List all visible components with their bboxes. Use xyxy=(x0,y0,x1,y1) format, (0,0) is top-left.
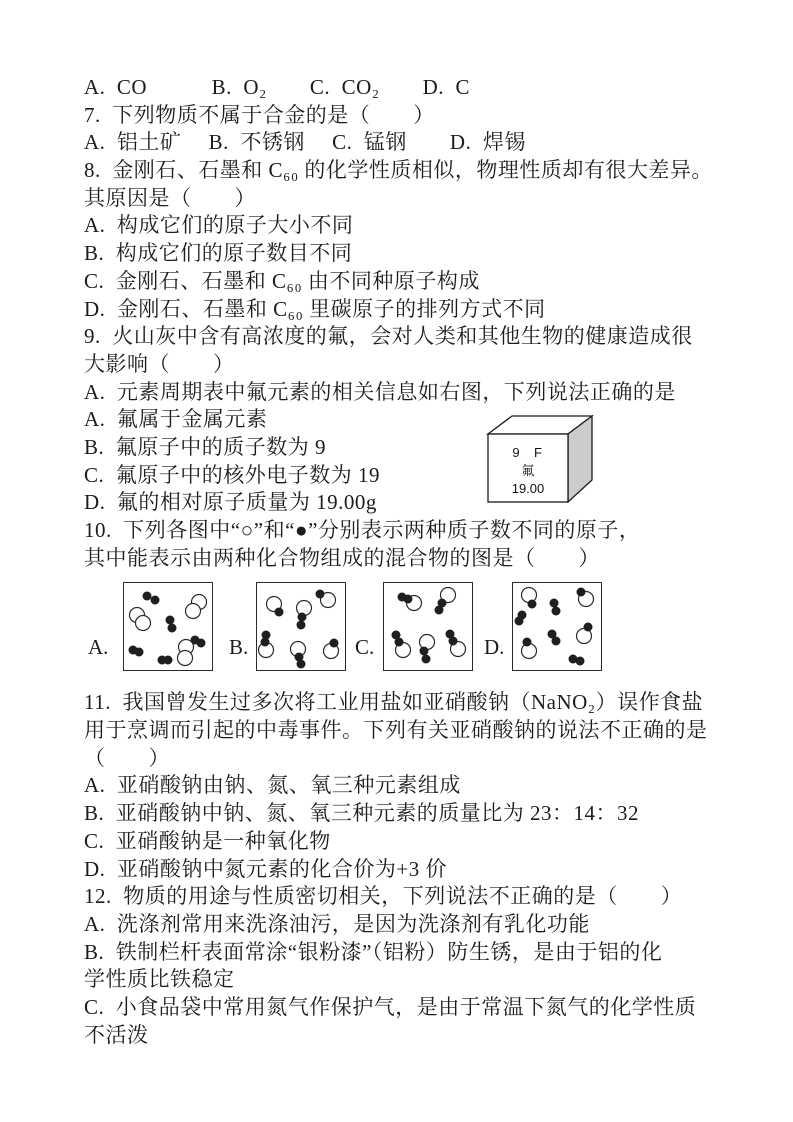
molecule-options-row xyxy=(84,582,744,672)
doc-line: D. 氟的相对原子质量为 19.00g xyxy=(84,490,377,515)
black-atom xyxy=(164,656,173,665)
black-atom xyxy=(316,590,325,599)
doc-line: B. 氟原子中的质子数为 9 xyxy=(84,434,327,459)
black-atom xyxy=(552,607,561,616)
doc-line-question-8: 8. 金刚石、石墨和 C₆₀ 的化学性质相似，物理性质却有很大差异。 xyxy=(84,158,713,183)
black-atom xyxy=(297,660,306,669)
black-atom xyxy=(395,638,404,647)
black-atom xyxy=(420,647,429,656)
doc-line: A. 构成它们的原子大小不同 xyxy=(84,213,354,238)
black-atom xyxy=(330,639,339,648)
doc-line: 不活泼 xyxy=(84,1022,149,1047)
black-atom xyxy=(449,637,458,646)
white-atom xyxy=(178,651,193,666)
molecule-box-d xyxy=(512,582,602,671)
black-atom xyxy=(197,639,206,648)
black-atom xyxy=(523,638,532,647)
black-atom xyxy=(435,606,444,615)
black-atom xyxy=(168,624,177,633)
doc-line: 学性质比铁稳定 xyxy=(84,967,235,992)
doc-line-question-12: 12. 物质的用途与性质密切相关，下列说法不正确的是（ ） xyxy=(84,884,683,909)
doc-line: （ ） xyxy=(84,745,170,770)
black-atom xyxy=(297,621,306,630)
black-atom xyxy=(261,638,270,647)
black-atom xyxy=(151,596,160,605)
black-atom xyxy=(576,657,585,666)
black-atom xyxy=(552,637,561,646)
black-atom xyxy=(275,608,284,617)
doc-line: D. 金刚石、石墨和 C₆₀ 里碳原子的排列方式不同 xyxy=(84,296,546,321)
black-atom xyxy=(528,600,537,609)
black-atom xyxy=(166,616,175,625)
doc-line: C. 氟原子中的核外电子数为 19 xyxy=(84,462,381,487)
doc-line: A. 亚硝酸钠由钠、氮、氧三种元素组成 xyxy=(84,773,461,798)
black-atom xyxy=(404,595,413,604)
molecule-box-c xyxy=(383,582,473,671)
doc-line: B. 亚硝酸钠中钠、氮、氧三种元素的质量比为 23：14：32 xyxy=(84,801,640,826)
white-atom xyxy=(186,604,201,619)
question-text-block xyxy=(84,74,744,1049)
molecule-box-a xyxy=(123,582,213,671)
element-name: 氟 xyxy=(521,463,535,478)
doc-line: 用于烹调而引起的中毒事件。下列有关亚硝酸钠的说法不正确的是 xyxy=(84,718,708,743)
black-atom xyxy=(550,599,559,608)
element-atomic-mass: 19.00 xyxy=(511,481,545,496)
doc-line: C. 小食品袋中常用氮气作保护气，是由于常温下氮气的化学性质 xyxy=(84,994,697,1019)
option-a-label: A. xyxy=(88,635,109,660)
doc-line: A. CO B. O₂ C. CO₂ D. C xyxy=(84,75,471,99)
doc-line: A. 元素周期表中氟元素的相关信息如右图，下列说法正确的是 xyxy=(84,379,676,404)
element-atomic-number: 9 xyxy=(512,445,520,460)
black-atom xyxy=(584,623,593,632)
molecule-box-b xyxy=(256,582,346,671)
option-d-label: D. xyxy=(484,635,505,660)
element-periodic-cell xyxy=(483,411,595,503)
white-atom xyxy=(136,616,151,631)
doc-line: B. 构成它们的原子数目不同 xyxy=(84,241,353,266)
option-b-label: B. xyxy=(229,635,249,660)
doc-line: C. 金刚石、石墨和 C₆₀ 由不同种原子构成 xyxy=(84,268,480,293)
black-atom xyxy=(422,655,431,664)
doc-line: 其原因是（ ） xyxy=(84,185,256,210)
doc-line-question-9: 9. 火山灰中含有高浓度的氟，会对人类和其他生物的健康造成很 xyxy=(84,324,693,349)
black-atom xyxy=(515,617,524,626)
black-atom xyxy=(298,613,307,622)
doc-line-question-10: 10. 下列各图中“○”和“●”分别表示两种质子数不同的原子， xyxy=(84,518,641,542)
doc-line: C. 亚硝酸钠是一种氧化物 xyxy=(84,828,331,853)
black-atom xyxy=(135,648,144,657)
doc-line: 其中能表示由两种化合物组成的混合物的图是（ ） xyxy=(84,545,600,570)
doc-line: A. 铝土矿 B. 不锈钢 C. 锰钢 D. 焊锡 xyxy=(84,130,526,155)
doc-line: A. 洗涤剂常用来洗涤油污，是因为洗涤剂有乳化功能 xyxy=(84,911,590,936)
doc-line-question-11: 11. 我国曾发生过多次将工业用盐如亚硝酸钠（NaNO₂）误作食盐 xyxy=(84,690,704,715)
black-atom xyxy=(577,588,586,597)
doc-line: D. 亚硝酸钠中氮元素的化合价为+3 价 xyxy=(84,856,448,881)
doc-line: A. 氟属于金属元素 xyxy=(84,407,268,432)
doc-line: 大影响（ ） xyxy=(84,351,235,376)
doc-line-question-7: 7. 下列物质不属于合金的是（ ） xyxy=(84,102,435,127)
element-symbol: F xyxy=(534,445,542,460)
option-c-label: C. xyxy=(355,635,375,660)
doc-line: B. 铁制栏杆表面常涂“银粉漆”（铝粉）防生锈，是由于铝的化 xyxy=(84,939,663,964)
black-atom xyxy=(143,592,152,601)
